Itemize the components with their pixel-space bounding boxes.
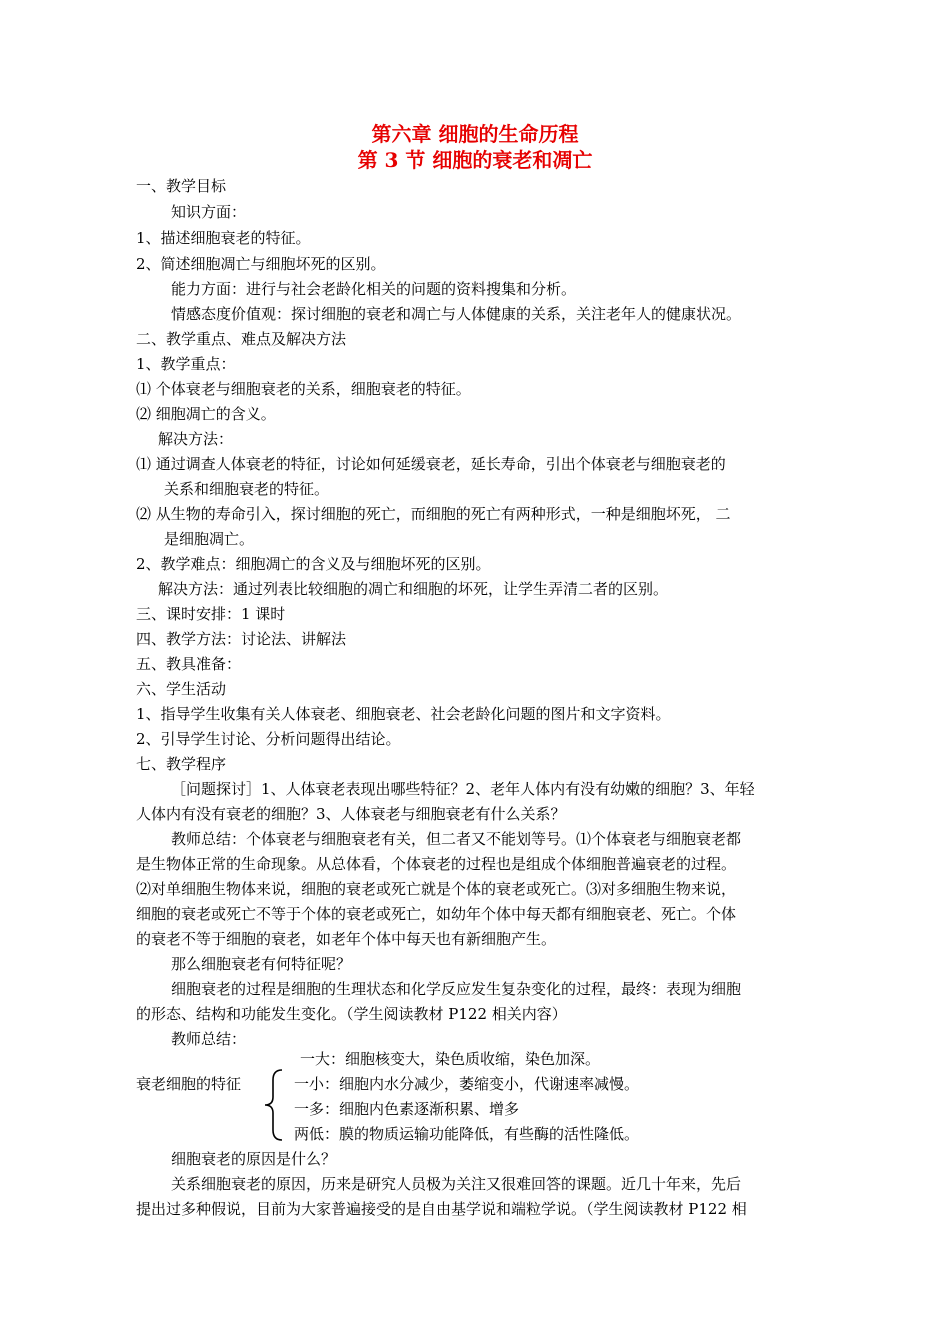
heading-schedule: 三、课时安排：1 课时 [136, 605, 286, 623]
feature-item: 两低：膜的物质运输功能降低，有些酶的活性隆低。 [294, 1125, 640, 1143]
feature-item: 一大：细胞核变大，染色质收缩，染色加深。 [300, 1050, 601, 1068]
text-line: 1、描述细胞衰老的特征。 [136, 229, 311, 247]
text-line: 细胞衰老的过程是细胞的生理状态和化学反应发生复杂变化的过程，最终：表现为细胞 [171, 980, 742, 998]
text-solution: 解决方法： [158, 430, 234, 448]
text-line: 2、简述细胞凋亡与细胞坏死的区别。 [136, 255, 386, 273]
feature-item: 一小：细胞内水分减少，萎缩变小，代谢速率减慢。 [294, 1075, 640, 1093]
text-line: 关系细胞衰老的原因，历来是研究人员极为关注又很难回答的课题。近几十年来，先后 [171, 1175, 742, 1193]
heading-key-points: 二、教学重点、难点及解决方法 [136, 330, 347, 348]
text-line: 细胞的衰老或死亡不等于个体的衰老或死亡，如幼年个体中每天都有细胞衰老、死亡。个体 [136, 905, 737, 923]
text-line: 2、引导学生讨论、分析问题得出结论。 [136, 730, 401, 748]
text-line: 提出过多种假说，目前为大家普遍接受的是自由基学说和端粒学说。（学生阅读教材 P122 相 [136, 1200, 747, 1218]
text-line: 2、教学难点：细胞凋亡的含义及与细胞坏死的区别。 [136, 555, 491, 573]
heading-activities: 六、学生活动 [136, 680, 227, 698]
heading-teaching-goals: 一、教学目标 [136, 177, 227, 195]
text-line: 1、教学重点： [136, 355, 236, 373]
text-line: ⑵对单细胞生物体来说，细胞的衰老或死亡就是个体的衰老或死亡。⑶对多细胞生物来说， [136, 880, 737, 898]
text-line: 人体内有没有衰老的细胞？3、人体衰老与细胞衰老有什么关系？ [136, 805, 566, 823]
text-line: 关系和细胞衰老的特征。 [164, 480, 330, 498]
text-line: ⑴ 个体衰老与细胞衰老的关系，细胞衰老的特征。 [136, 380, 471, 398]
text-line: ⑵ 细胞凋亡的含义。 [136, 405, 276, 423]
heading-method: 四、教学方法：讨论法、讲解法 [136, 630, 347, 648]
text-line: 是生物体正常的生命现象。从总体看，个体衰老的过程也是组成个体细胞普遍衰老的过程。 [136, 855, 737, 873]
text-line: ⑵ 从生物的寿命引入，探讨细胞的死亡，而细胞的死亡有两种形式，一种是细胞坏死， 二 [136, 505, 731, 523]
text-line: 的形态、结构和功能发生变化。（学生阅读教材 P122 相关内容） [136, 1005, 567, 1023]
text-line: ［问题探讨］1、人体衰老表现出哪些特征？2、老年人体内有没有幼嫩的细胞？3、年轻 [171, 780, 755, 798]
text-line: ⑴ 通过调查人体衰老的特征，讨论如何延缓衰老，延长寿命，引出个体衰老与细胞衰老的 [136, 455, 726, 473]
text-line: 是细胞凋亡。 [164, 530, 255, 548]
text-line: 教师总结：个体衰老与细胞衰老有关，但二者又不能划等号。⑴个体衰老与细胞衰老都 [171, 830, 742, 848]
curly-brace-icon [262, 1068, 286, 1142]
feature-item: 一多：细胞内色素逐渐积累、增多 [294, 1100, 520, 1118]
heading-materials: 五、教具准备： [136, 655, 242, 673]
text-ability: 能力方面：进行与社会老龄化相关的问题的资料搜集和分析。 [171, 280, 577, 298]
text-attitude: 情感态度价值观：探讨细胞的衰老和凋亡与人体健康的关系，关注老年人的健康状况。 [171, 305, 742, 323]
text-line: 细胞衰老的原因是什么？ [171, 1150, 337, 1168]
text-line: 那么细胞衰老有何特征呢？ [171, 955, 352, 973]
text-solution: 解决方法：通过列表比较细胞的凋亡和细胞的坏死，让学生弄清二者的区别。 [158, 580, 669, 598]
text-line: 的衰老不等于细胞的衰老，如老年个体中每天也有新细胞产生。 [136, 930, 557, 948]
text-line: 1、指导学生收集有关人体衰老、细胞衰老、社会老龄化问题的图片和文字资料。 [136, 705, 671, 723]
chapter-title: 第六章 细胞的生命历程 [371, 122, 579, 146]
section-title: 第 3 节 细胞的衰老和凋亡 [357, 148, 593, 172]
text-line: 教师总结： [171, 1030, 247, 1048]
text-knowledge: 知识方面： [171, 203, 247, 221]
features-label: 衰老细胞的特征 [136, 1075, 242, 1093]
heading-procedure: 七、教学程序 [136, 755, 227, 773]
